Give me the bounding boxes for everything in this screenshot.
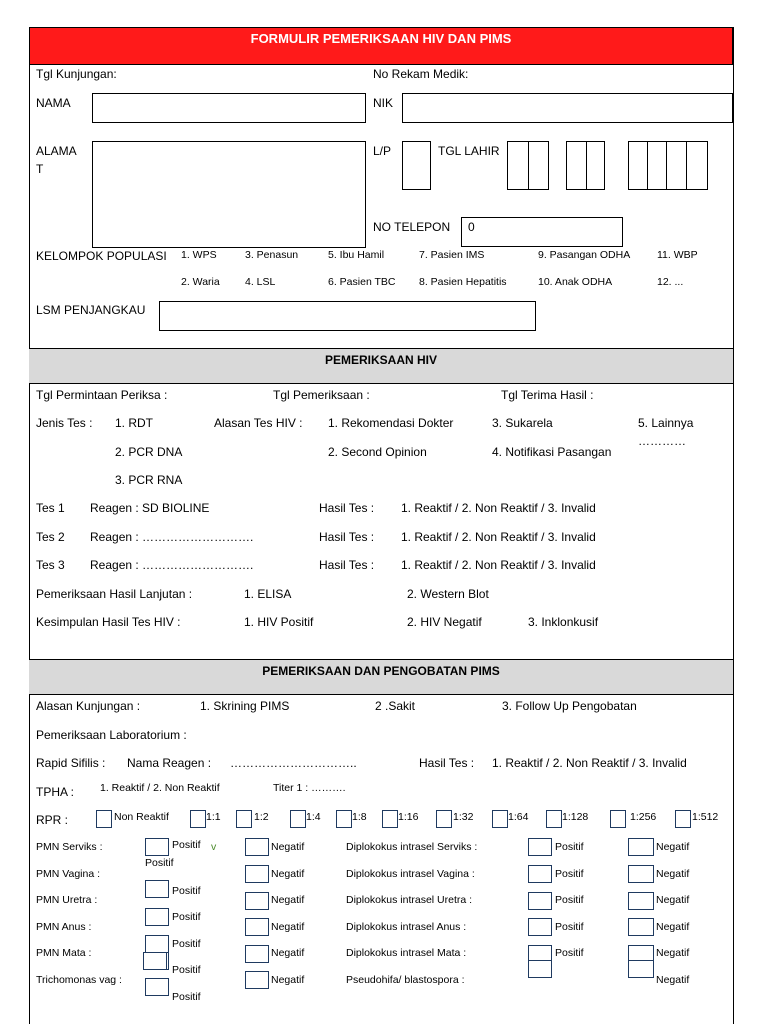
rpr-option-label: 1:16 xyxy=(398,811,419,823)
nama-reagen-dots: ………………………….. xyxy=(230,756,357,770)
rpr-option-label: 1:4 xyxy=(306,811,321,823)
rpr-checkbox[interactable] xyxy=(492,810,508,828)
pmn-negatif-checkbox[interactable] xyxy=(245,838,269,856)
rpr-checkbox[interactable] xyxy=(546,810,562,828)
diplo-negatif-label: Negatif xyxy=(656,841,690,853)
populasi-option[interactable]: 7. Pasien IMS xyxy=(419,249,485,261)
rpr-checkbox[interactable] xyxy=(96,810,112,828)
kesimpulan-label: Kesimpulan Hasil Tes HIV : xyxy=(36,615,181,629)
tpha-options[interactable]: 1. Reaktif / 2. Non Reaktif xyxy=(100,782,220,794)
rpr-option-label: 1:128 xyxy=(562,811,589,823)
rpr-checkbox[interactable] xyxy=(336,810,352,828)
pmn-negatif-checkbox[interactable] xyxy=(245,892,269,910)
no-telepon-field[interactable] xyxy=(461,217,623,247)
no-telepon-label: NO TELEPON xyxy=(373,220,451,234)
form-title: FORMULIR PEMERIKSAAN HIV DAN PIMS xyxy=(250,31,512,46)
diplo-label: Diplokokus intrasel Mata : xyxy=(346,947,467,959)
tes-reagen: Reagen : ………………………. xyxy=(90,530,254,544)
pmn-negatif-label: Negatif xyxy=(271,921,305,933)
titer-label: Titer 1 : ………. xyxy=(273,782,346,794)
rpr-checkbox[interactable] xyxy=(436,810,452,828)
alasan-tes-option[interactable]: 4. Notifikasi Pasangan xyxy=(492,445,612,459)
pmn-negatif-label: Negatif xyxy=(271,841,305,853)
tes-label: Tes 2 xyxy=(36,530,65,544)
tgl-terima-label: Tgl Terima Hasil : xyxy=(501,388,594,402)
tes-label: Tes 3 xyxy=(36,558,65,572)
diplo-negatif-checkbox[interactable] xyxy=(628,865,654,883)
jenis-tes-label: Jenis Tes : xyxy=(36,416,93,430)
diplo-positif-label: Positif xyxy=(555,841,584,853)
pmn-positif-label: Positif xyxy=(172,938,201,950)
rapid-sifilis-label: Rapid Sifilis : xyxy=(36,756,106,770)
rpr-option-label: 1:8 xyxy=(352,811,367,823)
jenis-tes-option[interactable]: 3. PCR RNA xyxy=(115,473,183,487)
no-rekam-medik-label: No Rekam Medik: xyxy=(373,67,469,81)
diplo-label: Pseudohifa/ blastospora : xyxy=(346,974,465,986)
rapid-hasil-label: Hasil Tes : xyxy=(419,756,475,770)
diplo-negatif-checkbox[interactable] xyxy=(628,838,654,856)
pmn-negatif-checkbox[interactable] xyxy=(245,865,269,883)
nama-label: NAMA xyxy=(36,96,71,110)
lp-field[interactable] xyxy=(402,141,431,190)
pmn-positif-checkbox[interactable] xyxy=(145,880,169,898)
alasan-kunjungan-option[interactable]: 2 .Sakit xyxy=(375,699,416,713)
alasan-tes-option[interactable]: 1. Rekomendasi Dokter xyxy=(328,416,454,430)
pmn-positif-label: Positif xyxy=(172,911,201,923)
pmn-positif-label: Positif xyxy=(172,964,201,976)
lsm-penjangkau-field[interactable] xyxy=(159,301,536,331)
pmn-negatif-label: Negatif xyxy=(271,974,305,986)
pmn-positif-checkbox[interactable] xyxy=(145,838,169,856)
populasi-option[interactable]: 11. WBP xyxy=(657,249,698,261)
populasi-option[interactable]: 9. Pasangan ODHA xyxy=(538,249,631,261)
tgl-lahir-label: TGL LAHIR xyxy=(438,144,500,158)
diplo-positif-checkbox[interactable] xyxy=(528,838,552,856)
pmn-negatif-checkbox[interactable] xyxy=(245,945,269,963)
tgl-lahir-year-divider-2 xyxy=(666,141,667,190)
rpr-option-label: 1:64 xyxy=(508,811,529,823)
jenis-tes-option[interactable]: 2. PCR DNA xyxy=(115,445,183,459)
alasan-kunjungan-option[interactable]: 1. Skrining PIMS xyxy=(200,699,290,713)
diplo-positif-label: Positif xyxy=(555,868,584,880)
alasan-tes-label: Alasan Tes HIV : xyxy=(214,416,303,430)
pmn-label: PMN Mata : xyxy=(36,947,92,959)
populasi-option[interactable]: 2. Waria xyxy=(181,276,220,288)
lsm-penjangkau-label: LSM PENJANGKAU xyxy=(36,303,146,317)
kesimpulan-option[interactable]: 2. HIV Negatif xyxy=(407,615,482,629)
populasi-option[interactable]: 10. Anak ODHA xyxy=(538,276,613,288)
pmn-negatif-label: Negatif xyxy=(271,947,305,959)
populasi-option[interactable]: 12. ... xyxy=(657,276,684,288)
diplo-label: Diplokokus intrasel Uretra : xyxy=(346,894,473,906)
alasan-tes-option[interactable]: 2. Second Opinion xyxy=(328,445,427,459)
rpr-checkbox[interactable] xyxy=(236,810,252,828)
diplo-positif-checkbox[interactable] xyxy=(528,892,552,910)
diplo-negatif-checkbox[interactable] xyxy=(628,918,654,936)
pmn-positif-label: Positif xyxy=(145,857,174,869)
check-mark-icon: v xyxy=(211,841,217,853)
alamat-label: ALAMA xyxy=(36,144,77,158)
pmn-label: Trichomonas vag : xyxy=(36,974,122,986)
alamat-label-wrap: T xyxy=(36,162,44,176)
pmn-negatif-checkbox[interactable] xyxy=(245,971,269,989)
rapid-hasil-options[interactable]: 1. Reaktif / 2. Non Reaktif / 3. Invalid xyxy=(492,756,687,770)
alasan-kunjungan-label: Alasan Kunjungan : xyxy=(36,699,141,713)
nik-field[interactable] xyxy=(402,93,733,123)
tes-hasil-label: Hasil Tes : xyxy=(319,501,375,515)
tes-label: Tes 1 xyxy=(36,501,65,515)
diplo-label: Diplokokus intrasel Serviks : xyxy=(346,841,478,853)
lp-label: L/P xyxy=(373,144,392,158)
tes-hasil-options[interactable]: 1. Reaktif / 2. Non Reaktif / 3. Invalid xyxy=(401,530,596,544)
rpr-option-label: 1:2 xyxy=(254,811,269,823)
rpr-option-label: Non Reaktif xyxy=(114,811,169,823)
diplo-positif-label: Positif xyxy=(555,921,584,933)
pmn-positif-checkbox[interactable] xyxy=(145,935,169,953)
diplo-positif-checkbox[interactable] xyxy=(528,960,552,978)
pmn-positif-checkbox[interactable] xyxy=(145,908,169,926)
pmn-label: PMN Vagina : xyxy=(36,868,100,880)
frame-right-border xyxy=(733,27,734,1024)
populasi-option[interactable]: 1. WPS xyxy=(181,249,217,261)
pmn-positif-checkbox[interactable] xyxy=(143,952,167,970)
pmn-negatif-checkbox[interactable] xyxy=(245,918,269,936)
tgl-pemeriksaan-label: Tgl Pemeriksaan : xyxy=(273,388,370,402)
rpr-checkbox[interactable] xyxy=(610,810,626,828)
diplo-label: Diplokokus intrasel Anus : xyxy=(346,921,467,933)
tes-hasil-options[interactable]: 1. Reaktif / 2. Non Reaktif / 3. Invalid xyxy=(401,558,596,572)
nama-reagen-label: Nama Reagen : xyxy=(127,756,212,770)
no-telepon-value: 0 xyxy=(468,220,475,234)
pmn-label: PMN Anus : xyxy=(36,921,92,933)
diplo-negatif-label: Negatif xyxy=(656,947,690,959)
alasan-tes-option[interactable]: 5. Lainnya xyxy=(638,416,694,430)
kelompok-populasi-label: KELOMPOK POPULASI xyxy=(36,249,167,263)
tgl-lahir-day-divider xyxy=(528,141,529,190)
alamat-field[interactable] xyxy=(92,141,366,248)
lanjutan-option[interactable]: 2. Western Blot xyxy=(407,587,489,601)
diplo-negatif-checkbox[interactable] xyxy=(628,960,654,978)
hiv-section-title: PEMERIKSAAN HIV xyxy=(324,353,437,367)
diplo-label: Diplokokus intrasel Vagina : xyxy=(346,868,475,880)
tes-hasil-label: Hasil Tes : xyxy=(319,558,375,572)
diplo-positif-checkbox[interactable] xyxy=(528,865,552,883)
pmn-label: PMN Uretra : xyxy=(36,894,98,906)
pmn-negatif-label: Negatif xyxy=(271,868,305,880)
tgl-permintaan-label: Tgl Permintaan Periksa : xyxy=(36,388,168,402)
diplo-negatif-label: Negatif xyxy=(656,894,690,906)
tgl-lahir-year-divider-3 xyxy=(686,141,687,190)
diplo-positif-label: Positif xyxy=(555,947,584,959)
pmn-positif-label: Positif xyxy=(172,991,201,1003)
lab-label: Pemeriksaan Laboratorium : xyxy=(36,728,187,742)
populasi-option[interactable]: 6. Pasien TBC xyxy=(328,276,396,288)
rpr-label: RPR : xyxy=(36,813,69,827)
lanjutan-option[interactable]: 1. ELISA xyxy=(244,587,292,601)
diplo-positif-label: Positif xyxy=(555,894,584,906)
pims-section-title: PEMERIKSAAN DAN PENGOBATAN PIMS xyxy=(262,664,500,678)
tpha-label: TPHA : xyxy=(36,785,75,799)
jenis-tes-option[interactable]: 1. RDT xyxy=(115,416,154,430)
tgl-lahir-year-field[interactable] xyxy=(628,141,708,190)
rpr-option-label: 1:32 xyxy=(453,811,474,823)
rpr-option-label: 1:1 xyxy=(206,811,221,823)
pmn-positif-checkbox[interactable] xyxy=(145,978,169,996)
pmn-label: PMN Serviks : xyxy=(36,841,103,853)
tgl-kunjungan-label: Tgl Kunjungan: xyxy=(36,67,117,81)
diplo-positif-checkbox[interactable] xyxy=(528,918,552,936)
alasan-kunjungan-option[interactable]: 3. Follow Up Pengobatan xyxy=(502,699,637,713)
lanjutan-label: Pemeriksaan Hasil Lanjutan : xyxy=(36,587,193,601)
rpr-option-label: 1:256 xyxy=(630,811,657,823)
alasan-tes-option[interactable]: 3. Sukarela xyxy=(492,416,553,430)
rpr-checkbox[interactable] xyxy=(290,810,306,828)
populasi-option[interactable]: 5. Ibu Hamil xyxy=(328,249,385,261)
nik-label: NIK xyxy=(373,96,394,110)
pmn-positif-label: Positif xyxy=(172,885,201,897)
populasi-option[interactable]: 4. LSL xyxy=(245,276,276,288)
rpr-checkbox[interactable] xyxy=(675,810,691,828)
diplo-negatif-label: Negatif xyxy=(656,921,690,933)
frame-left-border xyxy=(29,27,30,1024)
diplo-negatif-label: Negatif xyxy=(656,868,690,880)
kesimpulan-option[interactable]: 1. HIV Positif xyxy=(244,615,314,629)
diplo-negatif-label: Negatif xyxy=(656,974,690,986)
rpr-option-label: 1:512 xyxy=(692,811,719,823)
diplo-negatif-checkbox[interactable] xyxy=(628,892,654,910)
nama-field[interactable] xyxy=(92,93,366,123)
tes-hasil-options[interactable]: 1. Reaktif / 2. Non Reaktif / 3. Invalid xyxy=(401,501,596,515)
populasi-option[interactable]: 8. Pasien Hepatitis xyxy=(419,276,507,288)
tgl-lahir-month-divider xyxy=(586,141,587,190)
alasan-tes-dots: ………… xyxy=(638,434,686,448)
pmn-positif-label: Positif xyxy=(172,839,201,851)
tes-reagen: Reagen : ………………………. xyxy=(90,558,254,572)
tes-hasil-label: Hasil Tes : xyxy=(319,530,375,544)
tgl-lahir-year-divider-1 xyxy=(647,141,648,190)
rpr-checkbox[interactable] xyxy=(382,810,398,828)
tes-reagen: Reagen : SD BIOLINE xyxy=(90,501,210,515)
rpr-checkbox[interactable] xyxy=(190,810,206,828)
kesimpulan-option[interactable]: 3. Inklonkusif xyxy=(528,615,599,629)
populasi-option[interactable]: 3. Penasun xyxy=(245,249,299,261)
pmn-negatif-label: Negatif xyxy=(271,894,305,906)
